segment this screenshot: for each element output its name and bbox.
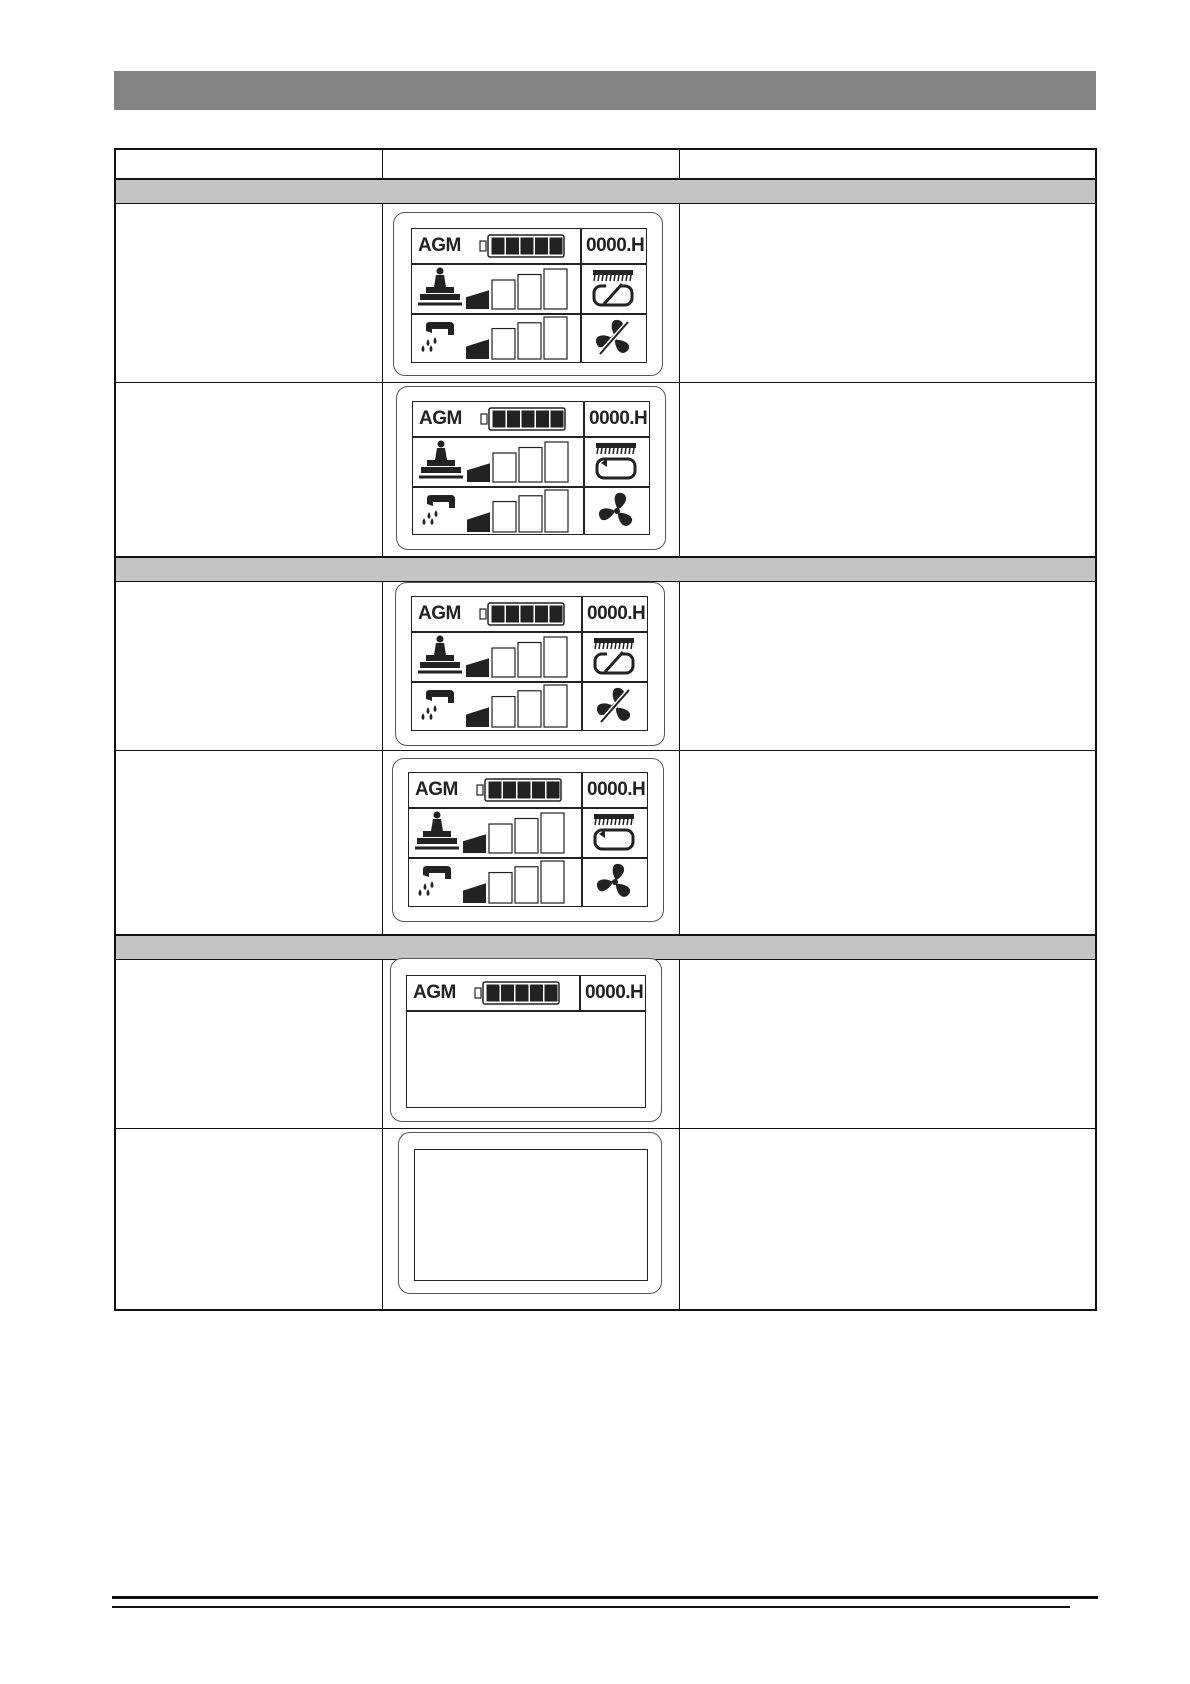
- level-bar-empty: [492, 329, 515, 359]
- battery-cell: [518, 782, 530, 798]
- lcd-divider: [412, 631, 647, 633]
- water-flow-icon: [418, 689, 458, 725]
- battery-cell: [550, 238, 562, 254]
- level-bar-empty: [492, 697, 515, 727]
- level-bar-empty: [544, 269, 567, 309]
- battery-type-label: AGM: [418, 603, 461, 624]
- water-flow-level: [466, 685, 570, 727]
- battery-cell: [502, 985, 514, 1001]
- battery-cell: [489, 782, 501, 798]
- level-bar-filled: [466, 290, 489, 309]
- battery-cell: [493, 411, 505, 427]
- page-header-bar: [114, 71, 1096, 110]
- lcd-screen: [406, 975, 646, 1108]
- level-bar-empty: [541, 813, 564, 853]
- battery-cell: [492, 606, 504, 622]
- level-bar-empty: [489, 824, 512, 853]
- brush-pressure-icon: [417, 440, 465, 480]
- level-bar-empty: [544, 685, 567, 727]
- battery-cell: [551, 411, 563, 427]
- lcd-divider: [581, 597, 583, 730]
- footer-rule: [112, 1596, 1098, 1599]
- water-flow-level: [466, 317, 570, 359]
- lcd-divider: [583, 402, 585, 534]
- level-bar-empty: [515, 867, 538, 903]
- battery-cell: [550, 606, 562, 622]
- battery-type-label: AGM: [413, 982, 456, 1003]
- fan-disabled-icon: [594, 318, 634, 358]
- level-bar-empty: [489, 873, 512, 903]
- brush-disabled-icon: [591, 636, 637, 676]
- section-band-1: [116, 178, 1095, 204]
- row-divider: [116, 1128, 1095, 1129]
- battery-cell: [516, 985, 528, 1001]
- water-flow-level: [467, 490, 571, 532]
- battery-level-icon: [475, 981, 561, 1005]
- level-bar-filled: [467, 512, 490, 532]
- hour-meter: 0000.H: [586, 235, 645, 256]
- lcd-divider: [413, 486, 649, 488]
- battery-cell: [547, 782, 559, 798]
- level-bar-filled: [467, 463, 490, 482]
- lcd-screen: [411, 228, 647, 363]
- lcd-divider: [413, 436, 649, 438]
- level-bar-empty: [545, 442, 568, 482]
- battery-cell: [521, 238, 533, 254]
- hour-meter: 0000.H: [585, 982, 644, 1003]
- battery-cell: [545, 985, 557, 1001]
- battery-level-icon: [480, 234, 566, 258]
- fan-disabled-icon: [595, 686, 635, 726]
- battery-level-icon: [480, 602, 566, 626]
- footer-rule: [112, 1606, 1070, 1608]
- water-flow-icon: [418, 321, 458, 357]
- level-bar-empty: [544, 317, 567, 359]
- battery-level-icon: [477, 778, 563, 802]
- battery-cell: [507, 606, 519, 622]
- level-bar-filled: [466, 707, 489, 727]
- level-bar-empty: [541, 861, 564, 903]
- level-bar-empty: [519, 448, 542, 483]
- level-bar-empty: [518, 643, 541, 678]
- fan-icon: [597, 491, 637, 531]
- lcd-divider: [581, 773, 583, 906]
- water-flow-level: [463, 861, 567, 903]
- lcd-divider: [409, 807, 647, 809]
- level-bar-empty: [518, 275, 541, 310]
- table-header-row: [116, 150, 1095, 180]
- row-divider: [116, 382, 1095, 383]
- battery-cell: [507, 238, 519, 254]
- level-bar-filled: [466, 339, 489, 359]
- hour-meter: 0000.H: [589, 408, 648, 429]
- lcd-screen: [411, 596, 648, 731]
- brush-pressure-level: [467, 442, 571, 482]
- lcd-divider: [412, 681, 647, 683]
- hour-meter: 0000.H: [587, 779, 646, 800]
- brush-pressure-level: [463, 813, 567, 853]
- lcd-divider: [412, 313, 646, 315]
- level-bar-empty: [518, 691, 541, 727]
- brush-pressure-icon: [413, 811, 461, 851]
- battery-cell: [492, 238, 504, 254]
- lcd-screen: [408, 772, 648, 907]
- level-bar-empty: [493, 502, 516, 532]
- battery-cell: [537, 411, 549, 427]
- lcd-divider: [580, 229, 582, 362]
- level-bar-filled: [463, 834, 486, 853]
- section-band-3: [116, 934, 1095, 960]
- brush-pressure-icon: [416, 635, 464, 675]
- battery-cell: [536, 238, 548, 254]
- brush-pressure-level: [466, 269, 570, 309]
- battery-cell: [508, 411, 520, 427]
- battery-cell: [504, 782, 516, 798]
- lcd-divider: [412, 263, 646, 265]
- row-divider: [116, 750, 1095, 751]
- lcd-divider: [579, 976, 581, 1010]
- battery-type-label: AGM: [419, 408, 462, 429]
- brush-icon: [591, 812, 637, 852]
- hour-meter: 0000.H: [587, 603, 646, 624]
- water-flow-icon: [419, 494, 459, 530]
- brush-disabled-icon: [590, 268, 636, 308]
- level-bar-empty: [492, 280, 515, 309]
- lcd-divider: [409, 857, 647, 859]
- water-flow-icon: [415, 865, 455, 901]
- battery-cell: [522, 411, 534, 427]
- level-bar-empty: [545, 490, 568, 532]
- section-band-2: [116, 556, 1095, 582]
- lcd-divider: [407, 1010, 645, 1012]
- battery-cell: [487, 985, 499, 1001]
- battery-level-icon: [481, 407, 567, 431]
- level-bar-filled: [466, 658, 489, 677]
- brush-pressure-icon: [416, 267, 464, 307]
- level-bar-empty: [492, 648, 515, 677]
- level-bar-empty: [493, 453, 516, 482]
- level-bar-empty: [519, 496, 542, 532]
- level-bar-empty: [518, 323, 541, 359]
- battery-type-label: AGM: [418, 235, 461, 256]
- brush-pressure-level: [466, 637, 570, 677]
- fan-icon: [595, 862, 635, 902]
- battery-type-label: AGM: [415, 779, 458, 800]
- level-bar-empty: [515, 819, 538, 854]
- battery-cell: [531, 985, 543, 1001]
- lcd-screen: [414, 1149, 648, 1281]
- column-divider: [382, 150, 383, 1309]
- column-divider: [679, 150, 680, 1309]
- lcd-screen: [412, 401, 650, 535]
- level-bar-empty: [544, 637, 567, 677]
- battery-cell: [536, 606, 548, 622]
- battery-cell: [533, 782, 545, 798]
- brush-icon: [593, 441, 639, 481]
- level-bar-filled: [463, 883, 486, 903]
- battery-cell: [521, 606, 533, 622]
